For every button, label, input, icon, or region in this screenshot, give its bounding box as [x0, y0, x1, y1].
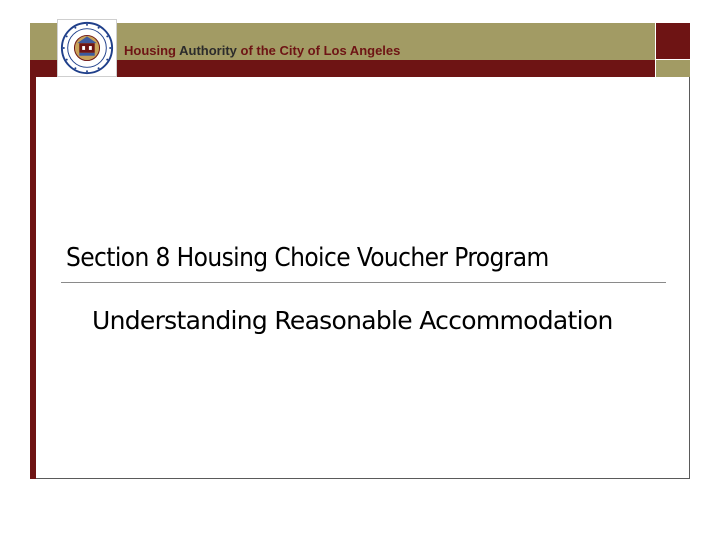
title-underline	[61, 282, 666, 283]
org-name-city: of the City of Los Angeles	[236, 43, 401, 58]
org-name-housing: Housing	[124, 43, 180, 58]
left-accent-bar	[30, 23, 36, 479]
hacla-seal-icon	[57, 19, 117, 77]
header-divider	[655, 23, 656, 77]
organization-name	[124, 43, 400, 59]
header-accent-strip	[30, 60, 656, 77]
header-corner-block-lower	[656, 60, 690, 77]
header-corner-block	[656, 23, 690, 60]
org-name-authority: Authority	[179, 43, 237, 58]
slide-title: Section 8 Housing Choice Voucher Program	[66, 243, 549, 273]
slide-subtitle: Understanding Reasonable Accommodation	[92, 306, 613, 335]
header-divider-horizontal	[656, 59, 690, 60]
